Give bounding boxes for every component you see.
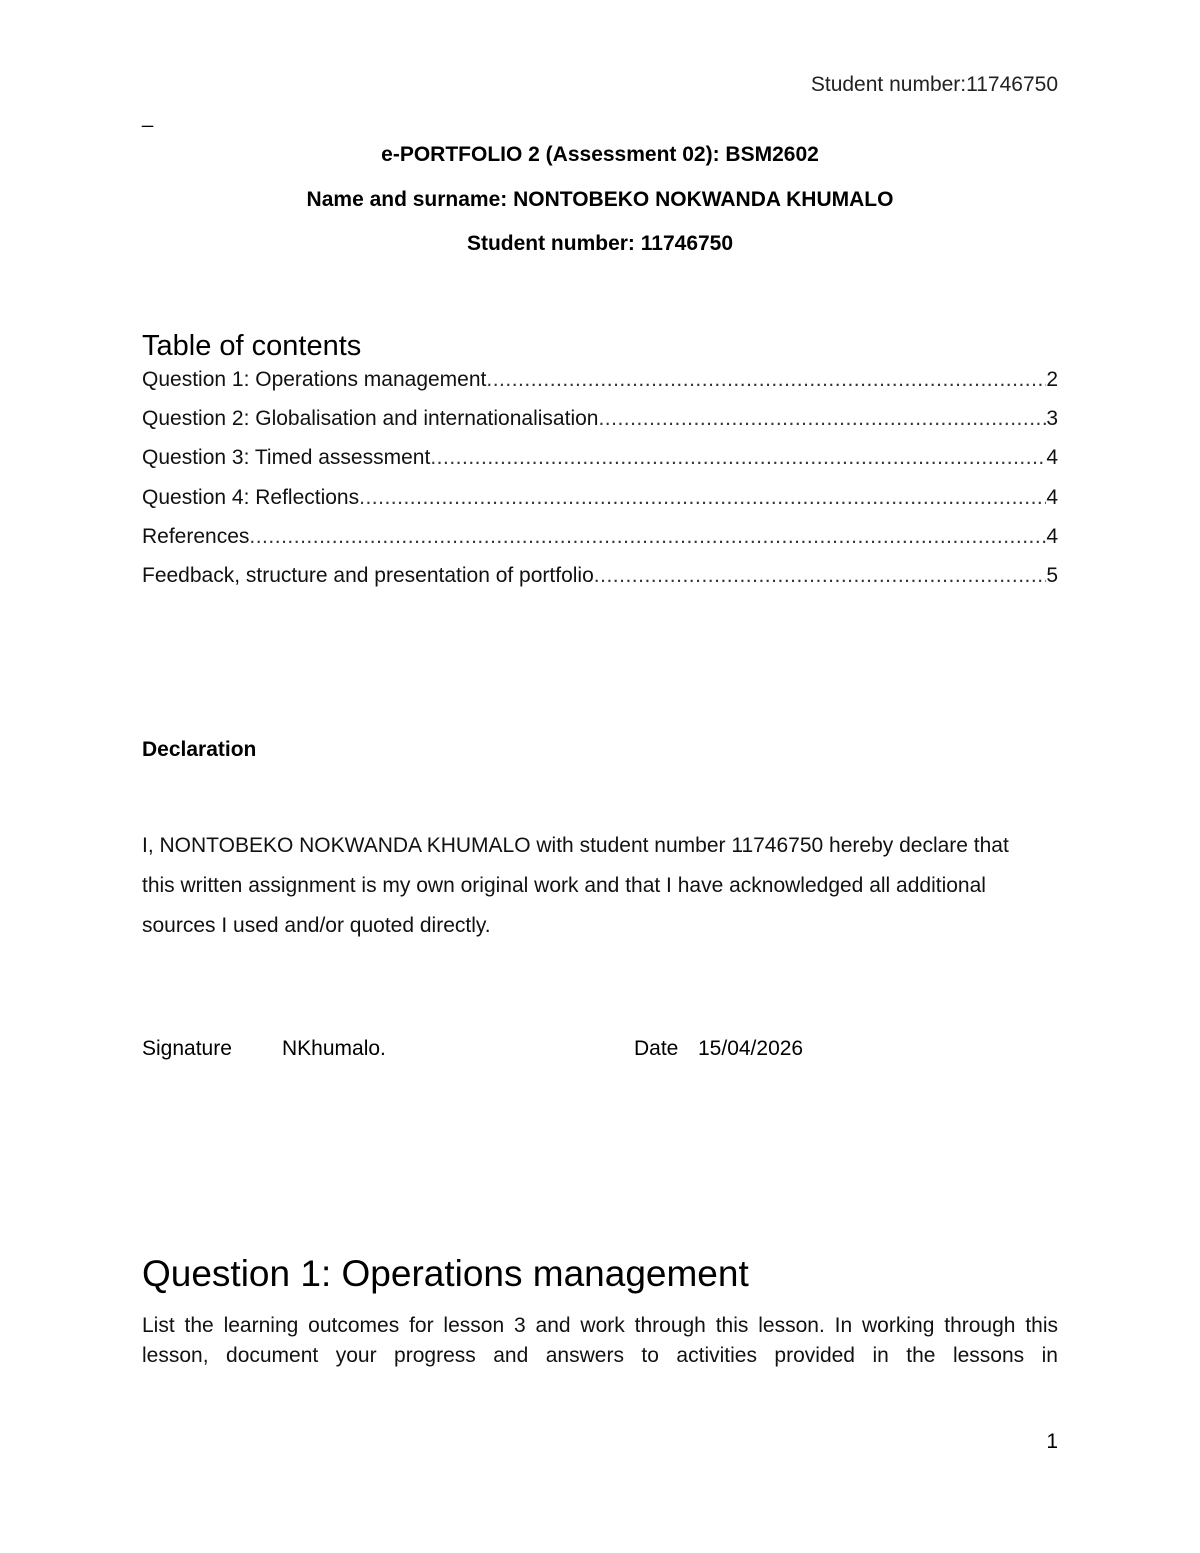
toc-entry-page: 4 (1046, 446, 1058, 470)
page-number: 1 (1046, 1430, 1058, 1453)
header-dash: _ (142, 106, 154, 128)
declaration-heading: Declaration (142, 738, 257, 761)
question1-body: List the learning outcomes for lesson 3 and work through this lesson. In working through this lesson, document your progress and answers to activities provided in the lessons in (142, 1314, 1058, 1367)
toc-entry[interactable] (142, 564, 1058, 603)
student-number-line: Student number: 11746750 (466, 232, 734, 255)
declaration-body: I, NONTOBEKO NOKWANDA KHUMALO with student number 11746750 hereby declare that this written assignment is my own original work and that I have acknowledged all additional sources I used and/or quoted directly. (142, 834, 1009, 937)
toc-entry-page: 4 (1046, 485, 1058, 509)
toc-entry-page: 3 (1046, 407, 1058, 431)
toc-entry-text: Question 4: Reflections (142, 485, 360, 509)
toc-heading: Table of contents (142, 330, 362, 362)
signature-value: NKhumalo. (282, 1037, 386, 1060)
toc-entry-page: 2 (1046, 368, 1058, 391)
toc-leader-dots (249, 525, 1046, 549)
toc-entry-text: References (142, 524, 250, 548)
toc-entry-text: Question 2: Globalisation and internationalisation (142, 407, 599, 431)
toc-entry[interactable] (142, 525, 1058, 564)
header-student-number: Student number:11746750 (810, 73, 1058, 96)
signature-label: Signature (142, 1037, 232, 1060)
toc-entry-text: Question 1: Operations management (142, 368, 487, 391)
toc-entry[interactable] (142, 446, 1058, 485)
toc-entry[interactable] (142, 368, 1058, 407)
toc-entry-text: Feedback, structure and presentation of portfolio (142, 563, 594, 587)
toc-entry-text: Question 3: Timed assessment (142, 446, 431, 470)
toc-leader-dots (486, 368, 1046, 392)
date-value: 15/04/2026 (698, 1037, 804, 1060)
toc-leader-dots (598, 407, 1046, 431)
toc-entry[interactable] (142, 486, 1058, 525)
toc-leader-dots (359, 486, 1046, 510)
toc-entry[interactable] (142, 407, 1058, 446)
date-label: Date (634, 1037, 679, 1060)
toc-leader-dots (594, 564, 1047, 588)
document-title: e-PORTFOLIO 2 (Assessment 02): BSM2602 (381, 143, 819, 166)
table-of-contents (142, 368, 1058, 603)
toc-leader-dots (430, 446, 1046, 470)
toc-entry-page: 4 (1046, 524, 1058, 548)
toc-entry-page: 5 (1046, 563, 1058, 587)
question1-heading: Question 1: Operations management (142, 1253, 749, 1294)
name-surname-line: Name and surname: NONTOBEKO NOKWANDA KHUMALO (306, 188, 894, 211)
